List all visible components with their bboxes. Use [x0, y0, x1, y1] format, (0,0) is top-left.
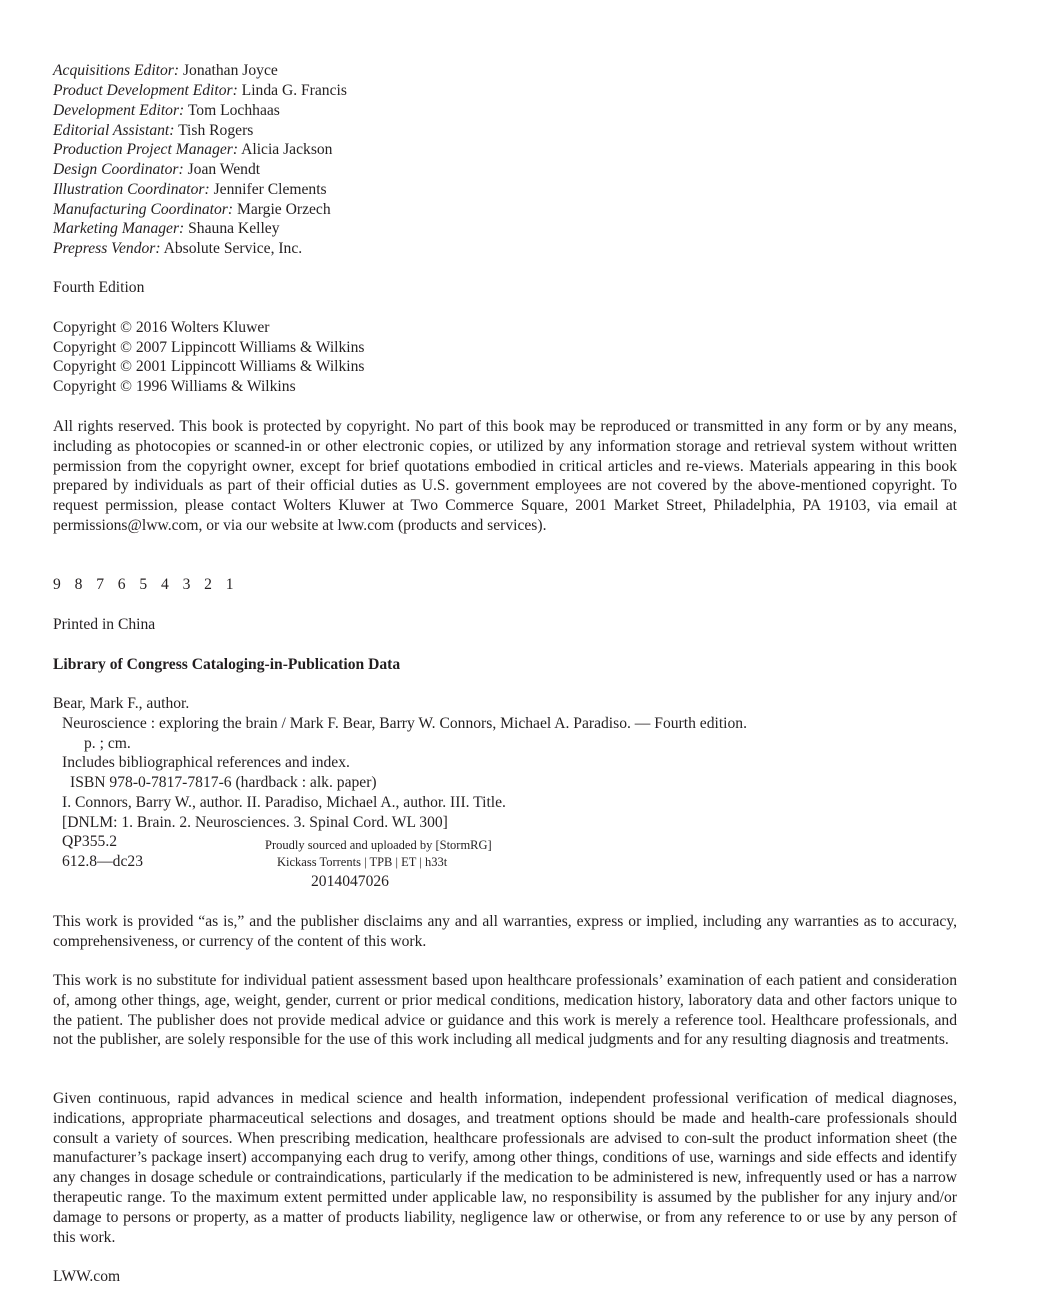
upload-note-line1: Proudly sourced and uploaded by [StormRG] [265, 838, 492, 852]
print-digit: 2 [204, 576, 212, 593]
print-digit: 5 [139, 576, 148, 593]
credit-line [53, 101, 280, 121]
print-line [53, 575, 247, 595]
print-digit: 6 [117, 576, 126, 593]
credit-line [53, 121, 253, 141]
credit-name: Absolute Service, Inc. [163, 240, 303, 257]
edition: Fourth Edition [53, 279, 145, 296]
credit-line [53, 140, 332, 160]
rights-paragraph: All rights reserved. This book is protected by copyright. No part of this book may be reproduced or transmitted in any form or by any means, including as photocopies or scanned-in or other electronic copies, or utilized by any information storage and retrieval system without written permission from the copyright owner, except for brief quotations embodied in critical articles and re-views. Materials appearing in this book prepared by individuals as part of their official duties as U.S. government employees are not covered by the above-mentioned copyright. To request permission, please contact Wolters Kluwer at Two Commerce Square, 2001 Market Street, Philadelphia, PA 19103, via email at permissions@lww.com, or via our website at lww.com (products and services). [53, 418, 957, 534]
credit-role: Marketing Manager: [53, 220, 185, 237]
copyright-line: Copyright © 2001 Lippincott Williams & Wilkins [53, 358, 365, 375]
copyright-line: Copyright © 1996 Williams & Wilkins [53, 378, 296, 395]
cip-includes: Includes bibliographical references and index. [62, 754, 350, 771]
print-digit: 9 [53, 576, 61, 593]
credit-line [53, 200, 331, 220]
credit-name: Jennifer Clements [213, 181, 327, 198]
credit-role: Manufacturing Coordinator: [53, 201, 234, 218]
cip-control-number: 2014047026 [311, 873, 389, 890]
credit-role: Production Project Manager: [53, 141, 239, 158]
cip-entries: I. Connors, Barry W., author. II. Paradiso, Michael A., author. III. Title. [62, 794, 506, 811]
print-digit: 7 [96, 576, 104, 593]
credit-line [53, 239, 302, 259]
cip-isbn: ISBN 978-0-7817-7817-6 (hardback : alk. paper) [70, 774, 377, 791]
credit-role: Design Coordinator: [53, 161, 184, 178]
disclaimer-paragraph: This work is no substitute for individual patient assessment based upon healthcare professionals’ examination of each patient and consideration of, among other things, age, weight, gender, current or prior medical conditions, medication history, laboratory data and other factors unique to the patient. The publisher does not provide medical advice or guidance and this work is merely a reference tool. Healthcare professionals, and not the publisher, are solely responsible for the use of this work including all medical judgments and for any resulting diagnosis and treatments. [53, 972, 957, 1049]
credit-role: Prepress Vendor: [53, 240, 161, 257]
upload-note-line2: Kickass Torrents | TPB | ET | h33t [277, 855, 448, 869]
website: LWW.com [53, 1268, 121, 1285]
cip-dewey-class: 612.8—dc23 [62, 853, 143, 870]
print-digit: 8 [74, 576, 83, 593]
credit-name: Tom Lochhaas [187, 102, 280, 119]
credit-role: Editorial Assistant: [53, 122, 175, 139]
cip-author: Bear, Mark F., author. [53, 695, 190, 712]
credit-name: Tish Rogers [178, 122, 254, 139]
copyright-line: Copyright © 2016 Wolters Kluwer [53, 319, 270, 336]
credit-line [53, 160, 260, 180]
credit-line [53, 180, 327, 200]
credit-name: Alicia Jackson [241, 141, 333, 158]
cip-heading: Library of Congress Cataloging-in-Publication Data [53, 656, 401, 673]
copyright-line: Copyright © 2007 Lippincott Williams & Wilkins [53, 339, 365, 356]
print-digit: 1 [225, 576, 234, 593]
print-digit: 3 [182, 576, 191, 593]
disclaimer-paragraph: Given continuous, rapid advances in medical science and health information, independent professional verification of medical diagnoses, indications, appropriate pharmaceutical selections and dosages, and treatment options should be made and health-care professionals should consult a variety of sources. When prescribing medication, healthcare professionals are advised to con-sult the product information sheet (the manufacturer’s package insert) accompanying each drug to verify, among other things, conditions of use, warnings and side effects and identify any changes in dosage schedule or contraindications, particularly if the medication to be administered is new, infrequently used or has a narrow therapeutic range. To the maximum extent permitted under applicable law, no responsibility is assumed by the publisher for any injury and/or damage to persons or property, as a matter of products liability, negligence law or otherwise, or from any reference to or use by any person of this work. [53, 1090, 957, 1246]
credit-role: Illustration Coordinator: [53, 181, 210, 198]
disclaimer-paragraph: This work is provided “as is,” and the publisher disclaims any and all warranties, express or implied, including any warranties as to accuracy, comprehensiveness, or currency of the content of this work. [53, 913, 957, 950]
credit-name: Shauna Kelley [188, 220, 280, 237]
cip-dnlm: [DNLM: 1. Brain. 2. Neurosciences. 3. Spinal Cord. WL 300] [62, 814, 448, 831]
credit-role: Acquisitions Editor: [53, 62, 180, 79]
credit-name: Jonathan Joyce [182, 62, 278, 79]
credit-role: Product Development Editor: [53, 82, 238, 99]
credit-name: Joan Wendt [187, 161, 261, 178]
credit-name: Margie Orzech [236, 201, 331, 218]
cip-lc-class: QP355.2 [62, 833, 118, 850]
credit-line [53, 61, 278, 81]
credit-name: Linda G. Francis [241, 82, 347, 99]
credit-line [53, 219, 280, 239]
credit-role: Development Editor: [53, 102, 185, 119]
credit-line [53, 81, 347, 101]
print-digit: 4 [160, 576, 169, 593]
cip-title: Neuroscience : exploring the brain / Mark F. Bear, Barry W. Connors, Michael A. Paradiso. — Fourth edition. [62, 715, 747, 732]
cip-pages: p. ; cm. [84, 735, 131, 752]
printed-in: Printed in China [53, 616, 156, 633]
